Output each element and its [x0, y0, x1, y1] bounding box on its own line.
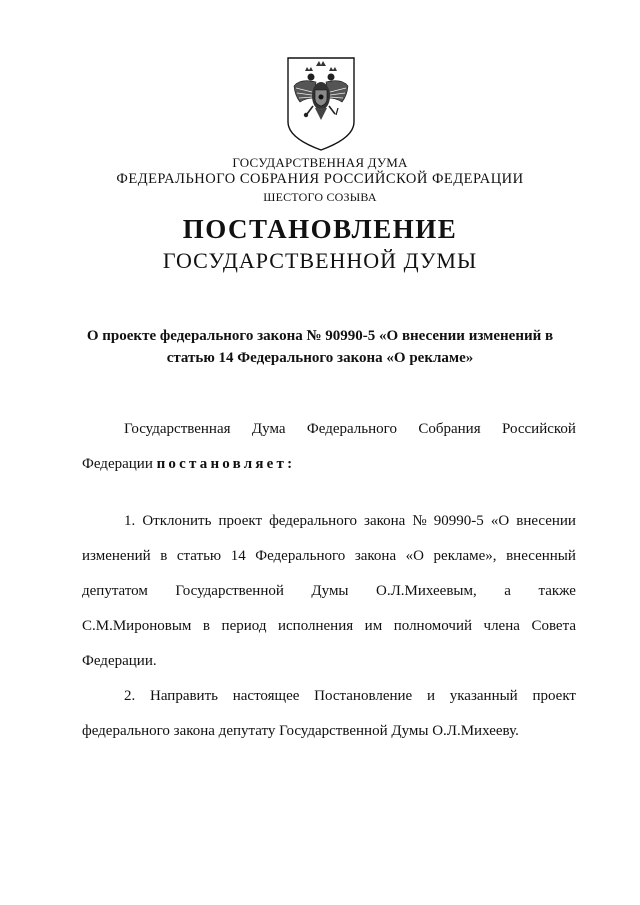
item-word: Постановление: [314, 688, 413, 704]
subject-line-2: статью 14 Федерального закона «О рекламе»: [166, 350, 474, 366]
issuer-header-line-3: ШЕСТОГО СОЗЫВА: [263, 190, 377, 204]
item-word: Государственной: [175, 583, 284, 599]
preamble-word: Государственная: [124, 421, 231, 437]
subject-line-1: О проекте федерального закона № 90990-5 «О внесении изменений в: [86, 328, 554, 344]
issuer-header-line-1: ГОСУДАРСТВЕННАЯ ДУМА: [232, 155, 408, 170]
item-word: Федерального: [255, 548, 346, 564]
issuer-header-line-2: ФЕДЕРАЛЬНОГО СОБРАНИЯ РОССИЙСКОЙ ФЕДЕРАЦИИ: [116, 171, 524, 187]
item-word: исполнения: [278, 618, 354, 634]
preamble-word: Собрания: [418, 421, 481, 437]
item-word: проект: [532, 688, 576, 704]
item-word: в: [160, 548, 168, 564]
item-word: 2.: [124, 688, 136, 704]
preamble-line-1: [82, 420, 576, 438]
item-word: в: [202, 618, 211, 634]
item-word: указанный: [449, 688, 518, 704]
item-word: а: [504, 583, 511, 599]
item-word: им: [364, 618, 383, 634]
item-word: 90990-5: [433, 513, 484, 529]
item-word: О.Л.Михеевым,: [376, 583, 477, 599]
item-word: внесении: [516, 513, 576, 529]
preamble-word: Федерального: [306, 421, 397, 437]
item-2-line-1: [82, 687, 576, 705]
item-word: «О: [490, 513, 510, 529]
item-word: период: [221, 618, 267, 634]
item-1-line-2: [82, 547, 576, 565]
item-word: «О: [405, 548, 424, 564]
item-word: закона: [354, 548, 397, 564]
item-1-line-1: [82, 512, 576, 530]
document-issuer-title: ГОСУДАРСТВЕННОЙ ДУМЫ: [162, 248, 478, 273]
item-word: полномочий: [393, 618, 472, 634]
coat-of-arms-emblem: [286, 56, 356, 152]
item-1-line-5: Федерации.: [82, 653, 157, 669]
item-word: №: [412, 513, 427, 529]
preamble-word: Дума: [251, 421, 286, 437]
item-word: Думы: [311, 583, 349, 599]
item-word: Отклонить: [142, 513, 212, 529]
item-word: федерального: [269, 513, 357, 529]
preamble-word: Федерации: [82, 456, 153, 472]
item-word: Направить: [150, 688, 218, 704]
item-word: настоящее: [232, 688, 300, 704]
item-word: закона: [364, 513, 406, 529]
item-1-line-3: [82, 582, 576, 600]
resolves-keyword: постановляет:: [156, 456, 296, 472]
preamble-word: Российской: [502, 421, 576, 437]
item-word: члена: [483, 618, 520, 634]
item-word: 1.: [124, 513, 136, 529]
item-1-line-4: [82, 617, 576, 635]
item-word: Совета: [531, 618, 576, 634]
item-word: внесенный: [506, 548, 576, 564]
item-word: рекламе»,: [433, 548, 497, 564]
item-word: депутатом: [82, 583, 148, 599]
item-word: 14: [230, 548, 246, 564]
item-2-line-2: федерального закона депутату Государственной Думы О.Л.Михееву.: [82, 723, 519, 739]
item-word: и: [426, 688, 435, 704]
item-word: изменений: [82, 548, 151, 564]
item-word: проект: [218, 513, 263, 529]
preamble-line-2: [82, 455, 576, 473]
item-word: статью: [176, 548, 222, 564]
item-word: также: [538, 583, 576, 599]
item-word: С.М.Мироновым: [82, 618, 192, 634]
document-type-title: ПОСТАНОВЛЕНИЕ: [182, 214, 458, 244]
